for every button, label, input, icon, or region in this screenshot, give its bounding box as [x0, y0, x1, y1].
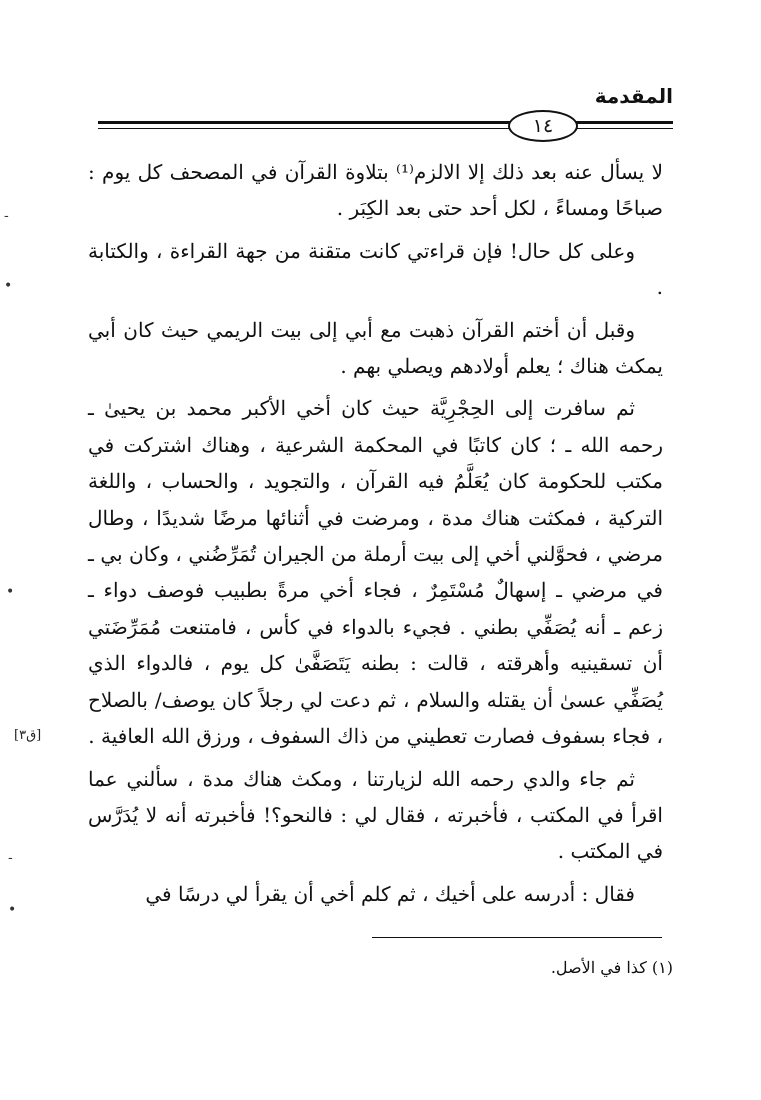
margin-mark: • — [4, 278, 13, 294]
paragraph-3: وقبل أن أختم القرآن ذهبت مع أبي إلى بيت الريمي حيث كان أبي يمكث هناك ؛ يعلم أولادهم ويصلي بهم . — [88, 317, 663, 379]
header-rule-thick — [98, 121, 673, 124]
margin-mark: - — [4, 208, 9, 224]
margin-mark: • — [6, 584, 15, 600]
paragraph-1: لا يسأل عنه بعد ذلك إلا الالزم⁽¹⁾ بتلاوة القرآن في المصحف كل يوم : صباحًا ومساءً ، لكل أحد حتى بعد الكِبَر . — [88, 160, 663, 221]
page-number: ١٤ — [508, 110, 578, 142]
paragraph-6: فقال : أدرسه على أخيك ، ثم كلم أخي أن يقرأ لي درسًا في — [145, 881, 635, 906]
paragraph-5: ثم جاء والدي رحمه الله لزيارتنا ، ومكث هناك مدة ، سألني عما اقرأ في المكتب ، فأخبرته ، فقال لي : فالنحو؟! فأخبرته أنه لا يُدَرَّس في المكتب . — [88, 766, 663, 864]
paragraph-2: وعلى كل حال! فإن قراءتي كانت متقنة من جهة القراءة ، والكتابة . — [88, 238, 663, 300]
paragraph-4: ثم سافرت إلى الحِجْرِيَّة حيث كان أخي الأكبر محمد بن يحيىٰ ـ رحمه الله ـ ؛ كان كاتبًا في المحكمة الشرعية ، وهناك اشتركت في مكتب للحكومة كان يُعَلَّمُ فيه القرآن ، والتجويد ، والحساب ، واللغة التركية ، فمكثت هناك مدة ، ومرضت في أثنائها مرضًا شديدًا ، وطال مرضي ، فحوَّلني أخي إلى بيت أرملة من الجيران تُمَرِّضُني ، وكان بي ـ في مرضي ـ إسهالٌ مُسْتَمِرٌ ، فجاء أخي مرةً بطبيب فوصف دواء ـ زعم ـ أنه يُصَفِّي بطني . فجيء بالدواء في كأس ، فامتنعت مُمَرِّضَتي أن تسقينيه وأهرقته ، قالت : بطنه يَتَصَفَّىٰ كل يوم ، فالدواء الذي يُصَفِّي عسىٰ أن يقتله والسلام ، ثم دعت لي رجلاً كان يوصف/ بالصلاح ، فجاء بسفوف فصارت تعطيني من ذاك السفوف ، ورزق الله العافية . — [88, 396, 663, 749]
running-head-title: المقدمة — [594, 84, 673, 108]
body-text — [88, 154, 663, 918]
footnote: (١) كذا في الأصل. — [550, 958, 673, 977]
header-rule-thin — [98, 128, 673, 129]
manuscript-folio-marker: [ق٣] — [14, 728, 42, 743]
margin-mark: • — [8, 902, 17, 918]
footnote-rule — [372, 937, 662, 938]
margin-mark: - — [8, 850, 13, 866]
